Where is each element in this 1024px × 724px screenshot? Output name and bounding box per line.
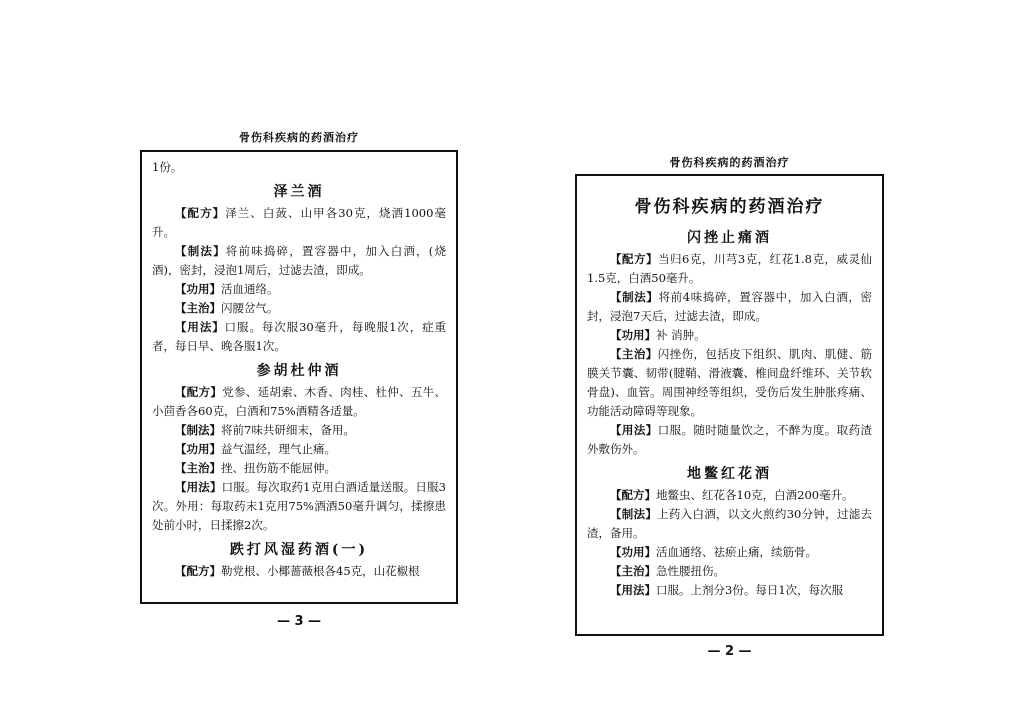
recipe-title: 跌打风湿药酒(一) (229, 542, 369, 558)
section-text: 勒党根、小椰蔷薇根各45克，山花椒根 (221, 564, 420, 578)
chapter-title: 骨伤科疾病的药酒治疗 (634, 197, 825, 217)
section-tag: 【用法】 (175, 320, 225, 334)
section-tag: 【用法】 (610, 583, 656, 597)
section-tag: 【配方】 (175, 385, 223, 399)
paragraph: 1份。 (152, 160, 183, 174)
paragraph (152, 242, 446, 280)
section-tag: 【制法】 (610, 290, 659, 304)
paragraph (587, 345, 872, 421)
section-tag: 【用法】 (175, 480, 222, 494)
paragraph (587, 581, 872, 600)
recipe-title: 参胡杜仲酒 (256, 363, 342, 379)
section-text: 上药入白酒，以文火煎约30分钟，过滤去渣，备用。 (587, 507, 872, 540)
paragraph (152, 280, 446, 299)
section-tag: 【主治】 (175, 301, 221, 315)
recipe-title: 泽兰酒 (273, 184, 325, 200)
section-text: 益气温经，理气止痛。 (221, 442, 336, 456)
section-text: 地鳖虫、红花各10克，白酒200毫升。 (656, 488, 854, 502)
section-tag: 【功用】 (610, 545, 656, 559)
section-text: 活血通络、祛瘀止痛，续筋骨。 (656, 545, 817, 559)
section-text: 将前味捣碎，置容器中，加入白酒，(烧酒)，密封，浸泡1周后，过滤去渣，即成。 (152, 244, 446, 277)
paragraph (587, 326, 872, 345)
right-running-head: 骨伤科疾病的药酒治疗 (669, 156, 790, 169)
section-text: 将前4味捣碎，置容器中，加入白酒，密封，浸泡7天后，过滤去渣，即成。 (587, 290, 872, 323)
paragraph (587, 543, 872, 562)
paragraph (152, 459, 446, 478)
left-running-head: 骨伤科疾病的药酒治疗 (239, 131, 359, 144)
right-page-number: — 2 — (707, 644, 752, 659)
section-text: 口服。每次取药1克用白酒适量送服。日服3次。外用：每取药末1克用75%酒酒50毫升调匀，揉擦患处前小时，日揉擦2次。 (152, 480, 446, 532)
section-text: 泽兰、白蔹、山甲各30克，烧酒1000毫升。 (152, 206, 446, 239)
left-page-text-block (140, 150, 458, 604)
section-text: 闪挫伤，包括皮下组织、肌肉、肌健、筋膜关节囊、韧带(腱鞘、滑液囊、椎间盘纤维环、关节软骨盘)、血管。周围神经等组织，受伤后发生肿胀疼痛、功能活动障碍等现象。 (587, 347, 873, 418)
section-tag: 【配方】 (175, 206, 226, 220)
paragraph (587, 486, 872, 505)
paragraph (152, 440, 446, 459)
section-tag: 【制法】 (610, 507, 658, 521)
section-tag: 【制法】 (175, 244, 226, 258)
section-text: 口服。每次服30毫升，每晚服1次，症重者，每日早、晚各服1次。 (152, 320, 447, 353)
section-text: 将前7味共研细末，备用。 (221, 423, 355, 437)
recipe-title: 地鳖红花酒 (687, 466, 772, 482)
section-tag: 【配方】 (610, 252, 659, 266)
paragraph (152, 318, 446, 356)
section-tag: 【功用】 (175, 442, 221, 456)
section-text: 挫、扭伤筋不能屈伸。 (221, 461, 336, 475)
section-tag: 【配方】 (610, 488, 656, 502)
right-page-text-block (575, 174, 884, 636)
section-text: 党参、延胡索、木香、肉桂、杜仲、五牛、小茴香各60克，白酒和75%酒精各适量。 (152, 385, 447, 418)
section-tag: 【主治】 (610, 564, 656, 578)
section-text: 活血通络。 (221, 282, 279, 296)
section-tag: 【功用】 (175, 282, 221, 296)
section-tag: 【配方】 (175, 564, 221, 578)
section-tag: 【主治】 (610, 347, 658, 361)
section-tag: 【主治】 (175, 461, 221, 475)
section-text: 闪腰岔气。 (221, 301, 279, 315)
paragraph (152, 299, 446, 318)
recipe-title: 闪挫止痛酒 (687, 230, 772, 246)
section-text: 口服。随时随量饮之，不醉为度。取药渣外敷伤外。 (587, 423, 873, 456)
paragraph (152, 383, 446, 421)
left-page-number: — 3 — (276, 614, 322, 629)
paragraph (587, 505, 872, 543)
paragraph (152, 562, 446, 581)
section-text: 口服。上剂分3份。每日1次，每次服 (656, 583, 844, 597)
paragraph (152, 421, 446, 440)
paragraph (152, 204, 446, 242)
section-tag: 【制法】 (175, 423, 221, 437)
section-text: 补 消肿。 (656, 328, 706, 342)
paragraph (587, 250, 872, 288)
paragraph (587, 562, 872, 581)
paragraph (587, 421, 872, 459)
paragraph (587, 288, 872, 326)
section-tag: 【功用】 (610, 328, 656, 342)
paragraph (152, 478, 446, 535)
section-text: 当归6克，川芎3克，红花1.8克，威灵仙1.5克，白酒50毫升。 (587, 252, 872, 285)
section-tag: 【用法】 (610, 423, 658, 437)
section-text: 急性腰扭伤。 (656, 564, 725, 578)
